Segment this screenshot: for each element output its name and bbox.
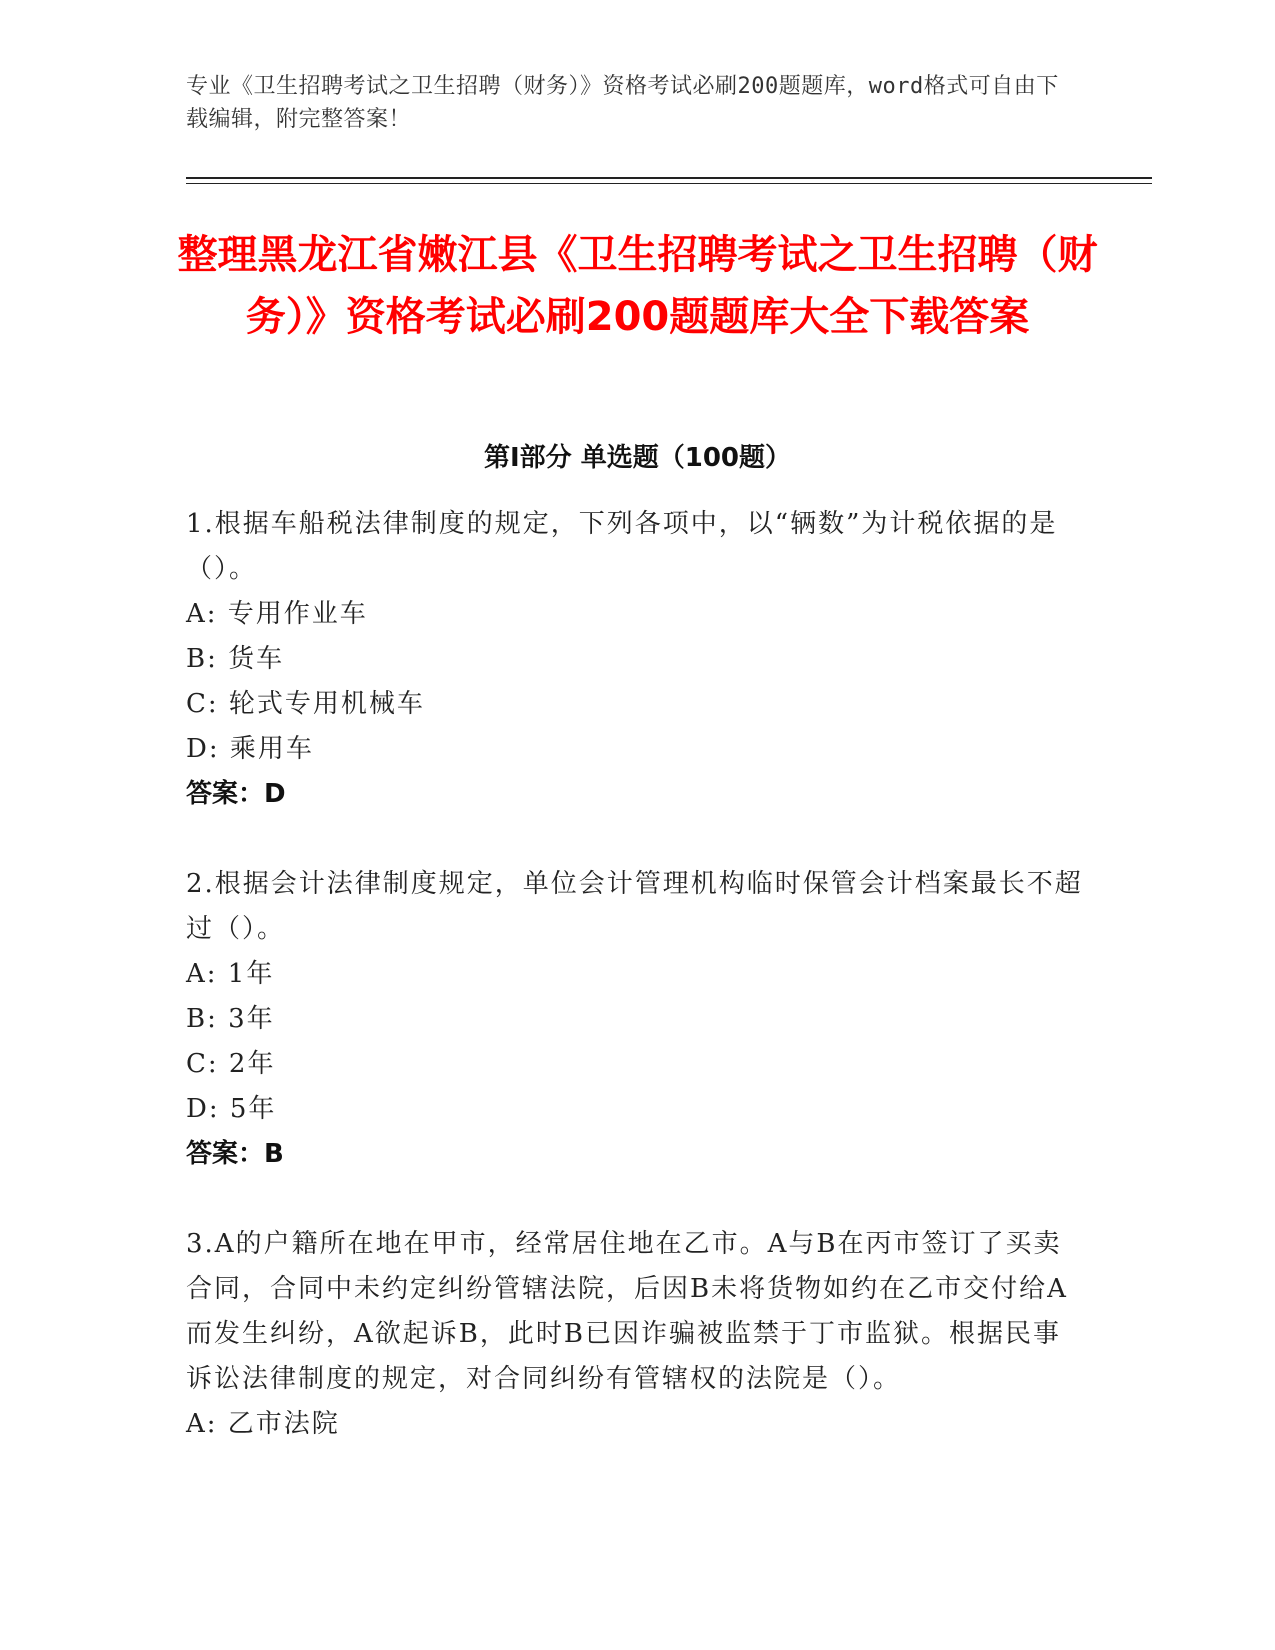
option-a: A: 专用作业车 (186, 599, 368, 629)
option-d: D: 乘用车 (186, 734, 314, 764)
option-a: A: 乙市法院 (186, 1409, 340, 1439)
question-text: 1.根据车船税法律制度的规定，下列各项中，以“辆数”为计税依据的是（）。 (186, 509, 1058, 584)
answer-line: 答案：D (186, 779, 286, 809)
header-divider-thick (186, 177, 1152, 179)
question-block-1 (186, 502, 1086, 817)
option-d: D: 5年 (186, 1094, 277, 1124)
question-block-2 (186, 862, 1086, 1177)
option-b: B: 3年 (186, 1004, 275, 1034)
question-text: 3.A的户籍所在地在甲市，经常居住地在乙市。A与B在丙市签订了买卖合同，合同中未约定纠纷管辖法院，后因B未将货物如约在乙市交付给A而发生纠纷，A欲起诉B，此时B已因诈骗被监禁于丁市监狱。根据民事诉讼法律制度的规定，对合同纠纷有管辖权的法院是（）。 (186, 1229, 1068, 1394)
option-b: B: 货车 (186, 644, 285, 674)
answer-line: 答案：B (186, 1139, 284, 1169)
header-note: 专业《卫生招聘考试之卫生招聘（财务）》资格考试必刷200题题库，word格式可自由下载编辑，附完整答案！ (186, 74, 1059, 132)
document-title: 整理黑龙江省嫩江县《卫生招聘考试之卫生招聘（财务）》资格考试必刷200题题库大全下载答案 (177, 232, 1098, 340)
question-text: 2.根据会计法律制度规定，单位会计管理机构临时保管会计档案最长不超过（）。 (186, 869, 1083, 944)
option-c: C: 轮式专用机械车 (186, 689, 425, 719)
question-block-3 (186, 1222, 1086, 1447)
section-heading: 第I部分 单选题（100题） (484, 443, 791, 473)
option-a: A: 1年 (186, 959, 275, 989)
header-divider-thin (186, 183, 1152, 184)
option-c: C: 2年 (186, 1049, 276, 1079)
